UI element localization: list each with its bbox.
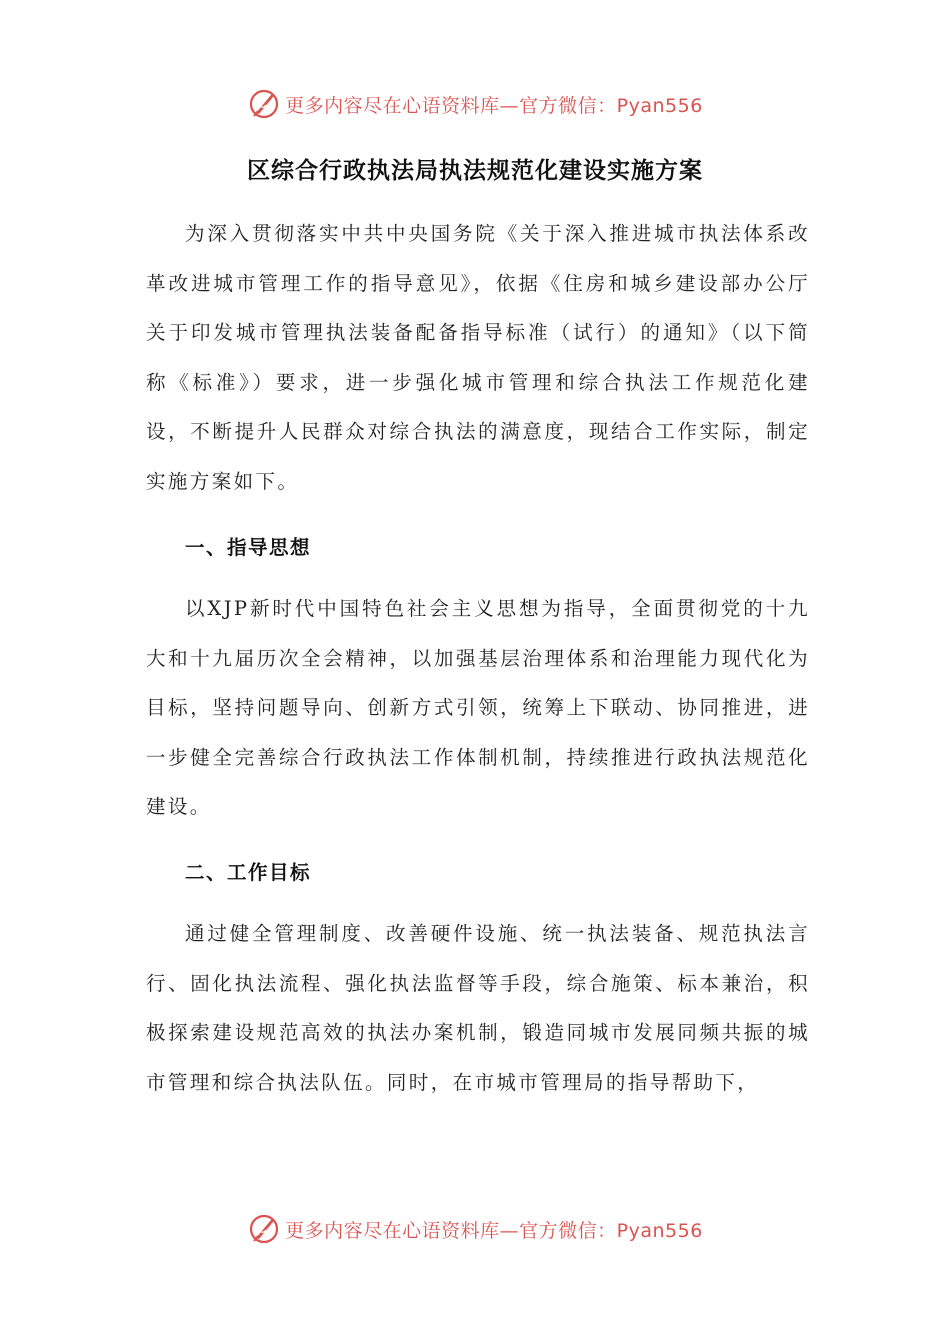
watermark-text: 更多内容尽在心语资料库—官方微信：Pyan556	[285, 94, 703, 117]
watermark-wechat-id: Pyan556	[616, 1219, 703, 1242]
header-watermark	[0, 84, 950, 124]
quill-pen-logo-icon	[247, 87, 281, 121]
section-heading-work-goals: 二、工作目标	[185, 861, 312, 884]
footer-watermark	[0, 1209, 950, 1249]
intro-paragraph: 为深入贯彻落实中共中央国务院《关于深入推进城市执法体系改革改进城市管理工作的指导意见》，依据《住房和城乡建设部办公厅关于印发城市管理执法装备配备指导标准（试行）的通知》（以下简称《标准》）要求，进一步强化城市管理和综合执法工作规范化建设，不断提升人民群众对综合执法的满意度，现结合工作实际，制定实施方案如下。	[146, 222, 810, 493]
section-heading-guiding-ideology: 一、指导思想	[185, 536, 312, 559]
section-body-work-goals: 通过健全管理制度、改善硬件设施、统一执法装备、规范执法言行、固化执法流程、强化执法监督等手段，综合施策、标本兼治，积极探索建设规范高效的执法办案机制，锻造同城市发展同频共振的城市管理和综合执法队伍。同时，在市城市管理局的指导帮助下，	[146, 922, 810, 1094]
watermark-wechat-id: Pyan556	[616, 94, 703, 117]
section-body-guiding-ideology: 以XJP新时代中国特色社会主义思想为指导，全面贯彻党的十九大和十九届历次全会精神，以加强基层治理体系和治理能力现代化为目标，坚持问题导向、创新方式引领，统筹上下联动、协同推进，进一步健全完善综合行政执法工作体制机制，持续推进行政执法规范化建设。	[146, 597, 810, 819]
document-title: 区综合行政执法局执法规范化建设实施方案	[247, 158, 703, 184]
quill-pen-logo-icon	[247, 1212, 281, 1246]
watermark-text: 更多内容尽在心语资料库—官方微信：Pyan556	[285, 1219, 703, 1242]
